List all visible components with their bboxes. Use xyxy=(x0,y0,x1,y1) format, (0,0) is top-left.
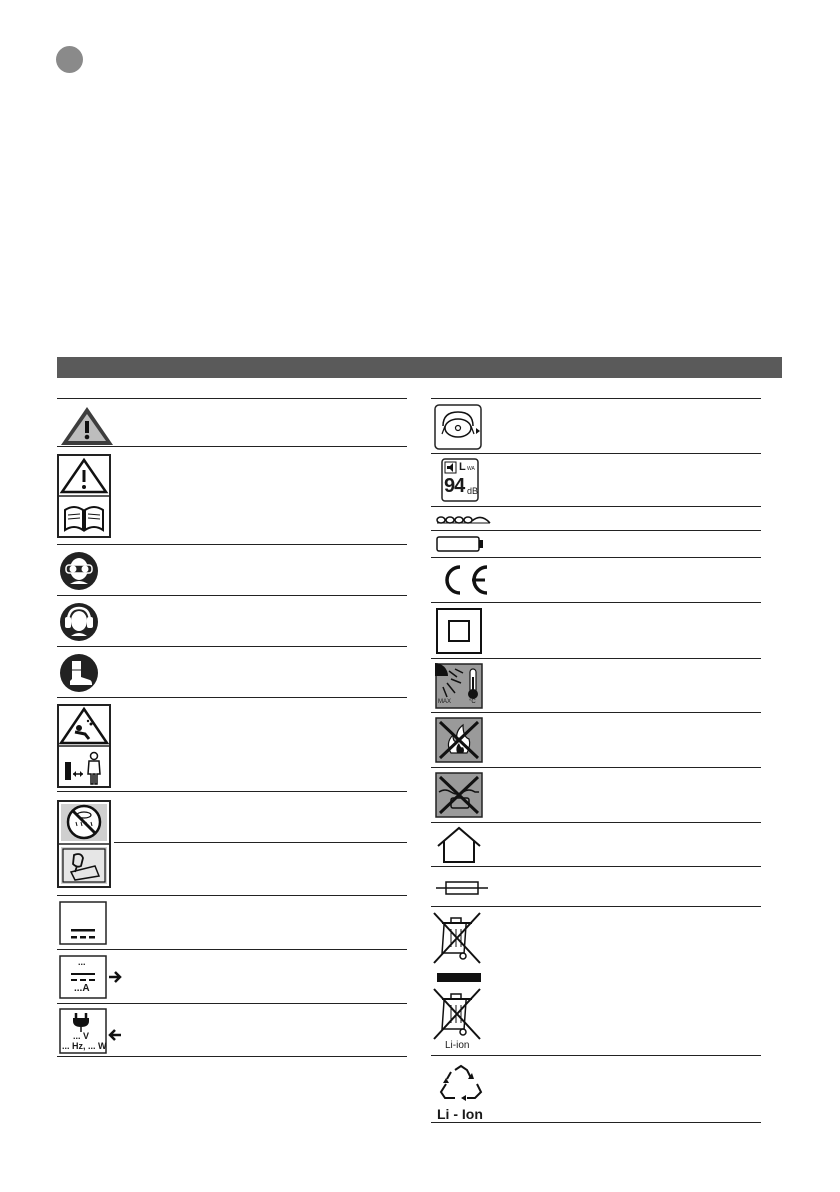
safety-boots-icon xyxy=(59,653,99,693)
symbol-row-cutting-line xyxy=(431,506,761,530)
symbol-row-recycling xyxy=(431,1055,761,1123)
input-power-icon xyxy=(59,1008,123,1054)
eye-protection-icon xyxy=(59,551,99,591)
ear-protection-icon xyxy=(59,602,99,642)
sound-level-sub: WA xyxy=(467,466,475,472)
sound-power-level-icon xyxy=(441,458,479,502)
symbol-row-max-temperature xyxy=(431,658,761,712)
symbol-row-thrown-objects xyxy=(57,697,407,791)
symbol-row-ear-protection xyxy=(57,595,407,646)
symbol-row-double-insulation xyxy=(431,602,761,658)
no-water-immersion-icon xyxy=(435,772,483,818)
ce-mark-icon xyxy=(436,564,490,596)
max-temperature-icon xyxy=(435,663,483,709)
symbol-row-read-manual xyxy=(57,446,407,544)
temp-unit-label: °C xyxy=(469,699,476,705)
symbol-row-indoor-use xyxy=(431,822,761,866)
symbol-row-safety-boots xyxy=(57,646,407,697)
symbol-row-cutting-direction xyxy=(431,398,761,453)
symbol-row-fuse xyxy=(431,866,761,906)
output-current-icon xyxy=(59,955,123,999)
symbol-row-eye-protection xyxy=(57,544,407,595)
symbol-row-weee-disposal xyxy=(431,906,761,1055)
recycling-icon xyxy=(437,1064,485,1104)
symbol-row-sound-level xyxy=(431,453,761,506)
sound-level-number: 94 xyxy=(444,475,465,497)
cutting-line-icon xyxy=(435,512,491,526)
symbol-row-output-current xyxy=(57,949,407,1003)
section-marker xyxy=(56,46,83,73)
row-inner-divider xyxy=(114,842,407,843)
sound-level-prefix: L xyxy=(459,461,466,473)
weee-bar-icon xyxy=(437,973,481,983)
direct-current-icon xyxy=(59,901,107,945)
li-ion-large-label: Li - Ion xyxy=(437,1106,483,1122)
symbol-row-direct-current xyxy=(57,895,407,949)
warning-triangle-icon xyxy=(59,405,115,447)
fuse-icon xyxy=(436,880,488,896)
sound-level-unit: dB xyxy=(467,486,479,496)
symbol-row-rain-gloves xyxy=(57,791,407,895)
symbols-column-right xyxy=(431,398,761,1123)
symbol-row-no-water xyxy=(431,767,761,822)
symbol-row-no-fire xyxy=(431,712,761,767)
no-rain-icon xyxy=(57,800,111,888)
no-fire-icon xyxy=(435,717,483,763)
li-ion-small-label: Li-ion xyxy=(445,1040,470,1051)
section-header-bar xyxy=(57,357,782,378)
symbol-row-input-power xyxy=(57,1003,407,1057)
dc-dots-label: ... xyxy=(78,957,86,967)
symbols-column-left xyxy=(57,398,407,1057)
dc-amp-label: ...A xyxy=(74,983,90,994)
temp-max-label: MAX xyxy=(438,699,452,705)
weee-bin-icon xyxy=(431,911,487,965)
symbol-row-battery xyxy=(431,530,761,557)
symbol-row-warning xyxy=(57,398,407,446)
indoor-use-house-icon xyxy=(436,826,482,864)
double-insulation-icon xyxy=(435,607,483,655)
cutting-head-rotation-icon xyxy=(434,404,482,450)
battery-icon xyxy=(436,536,484,552)
symbol-row-ce-mark xyxy=(431,557,761,602)
read-manual-icon xyxy=(57,454,111,538)
weee-battery-bin-icon xyxy=(431,987,487,1041)
ac-volt-label: ... V xyxy=(73,1031,90,1041)
ac-hz-label: ... Hz, ... W xyxy=(62,1041,107,1051)
thrown-objects-icon xyxy=(57,704,111,788)
